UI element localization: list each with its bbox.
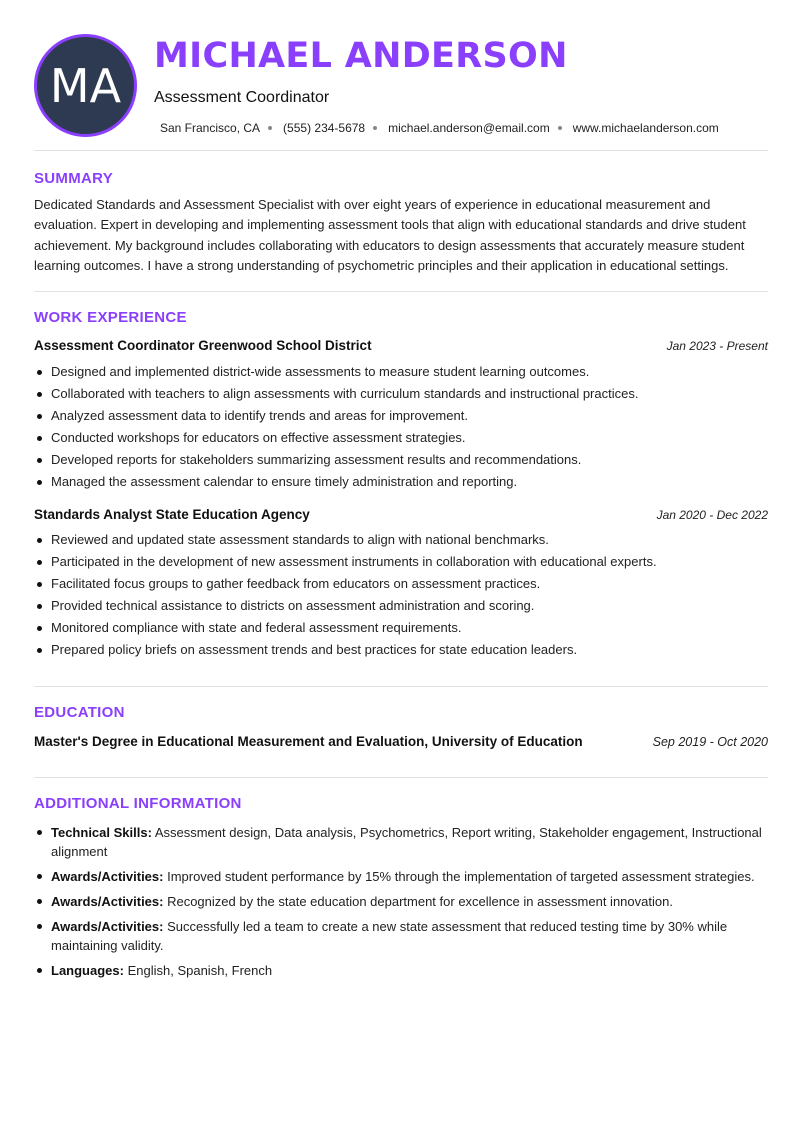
divider [34,291,768,292]
info-text: English, Spanish, French [123,963,273,978]
list-item: Monitored compliance with state and federal assessment requirements. [34,619,768,641]
contact-phone: (555) 234-5678 [283,121,366,135]
list-item: Managed the assessment calendar to ensure timely administration and reporting. [34,473,768,495]
list-item [34,961,768,980]
list-item: Provided technical assistance to districts on assessment administration and scoring. [34,597,768,619]
separator-dot-icon [558,126,562,130]
list-item: Reviewed and updated state assessment standards to align with national benchmarks. [34,531,768,553]
job-title: Assessment Coordinator Greenwood School District [34,338,372,353]
info-text: Recognized by the state education department for excellence in assessment innovation. [163,894,673,909]
job-date: Jan 2023 - Present [666,339,768,353]
list-item: Participated in the development of new assessment instruments in collaboration with educational experts. [34,553,768,575]
education-heading: EDUCATION [34,704,125,721]
resume-header [34,34,768,138]
divider [34,686,768,687]
list-item: Prepared policy briefs on assessment trends and best practices for state education leaders. [34,641,768,663]
job-date: Jan 2020 - Dec 2022 [656,508,768,522]
contact-line [160,121,719,135]
info-label: Awards/Activities: [51,869,164,884]
degree-title: Master's Degree in Educational Measurement and Evaluation, University of Education [34,734,583,749]
list-item: Developed reports for stakeholders summarizing assessment results and recommendations. [34,451,768,473]
job-title: Standards Analyst State Education Agency [34,507,310,522]
summary-text: Dedicated Standards and Assessment Specialist with over eight years of experience in educational measurement and evaluation. Expert in developing and implementing assessment tools that align with educational standards and drive student achievement. My background includes collaborating with educators to design assessments that accurately measure student learning outcomes. I have a strong understanding of psychometric principles and their application in educational settings. [34,197,746,273]
separator-dot-icon [268,126,272,130]
contact-website[interactable]: www.michaelanderson.com [572,121,719,135]
info-label: Languages: [51,963,124,978]
separator-dot-icon [373,126,377,130]
contact-location: San Francisco, CA [160,121,261,135]
divider [34,150,768,151]
work-experience-heading: WORK EXPERIENCE [34,309,187,326]
candidate-role: Assessment Coordinator [154,89,330,106]
info-label: Awards/Activities: [51,919,164,934]
info-label: Awards/Activities: [51,894,164,909]
job-header [34,338,768,356]
divider [34,777,768,778]
info-label: Technical Skills: [51,825,152,840]
info-text: Successfully led a team to create a new state assessment that reduced testing time by 30% while maintaining validity. [51,919,728,953]
info-text: Assessment design, Data analysis, Psychometrics, Report writing, Stakeholder engagement, Instructional alignment [51,825,762,859]
job-header [34,507,768,525]
candidate-name: MICHAEL ANDERSON [154,36,568,76]
education-entry [34,734,768,752]
additional-info-list [34,823,768,986]
additional-info-heading: ADDITIONAL INFORMATION [34,795,242,812]
job-bullets [34,531,768,663]
list-item [34,867,768,886]
summary-heading: SUMMARY [34,170,114,187]
contact-email[interactable]: michael.anderson@email.com [388,121,550,135]
list-item [34,892,768,911]
avatar [34,34,137,137]
list-item: Conducted workshops for educators on effective assessment strategies. [34,429,768,451]
list-item [34,917,768,955]
list-item: Analyzed assessment data to identify trends and areas for improvement. [34,407,768,429]
list-item: Facilitated focus groups to gather feedback from educators on assessment practices. [34,575,768,597]
job-bullets [34,363,768,495]
list-item: Collaborated with teachers to align assessments with curriculum standards and instructional practices. [34,385,768,407]
list-item: Designed and implemented district-wide assessments to measure student learning outcomes. [34,363,768,385]
list-item [34,823,768,861]
info-text: Improved student performance by 15% through the implementation of targeted assessment strategies. [163,869,755,884]
education-date: Sep 2019 - Oct 2020 [652,735,768,749]
avatar-initials: MA [49,58,122,113]
